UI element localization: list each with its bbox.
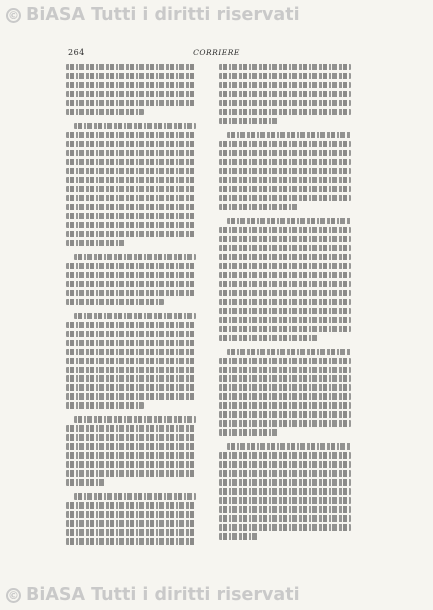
page-header xyxy=(68,48,365,60)
paragraph xyxy=(66,313,196,412)
paragraph xyxy=(219,443,351,542)
paragraph xyxy=(66,416,196,488)
running-title: CORRIERE xyxy=(193,48,240,57)
copyright-icon: © xyxy=(8,8,19,22)
right-column xyxy=(219,64,351,570)
watermark-top xyxy=(6,5,300,25)
paragraph xyxy=(66,493,196,547)
page-number: 264 xyxy=(68,48,85,57)
paragraph xyxy=(219,64,351,127)
paragraph xyxy=(219,218,351,344)
watermark-text: BiASA Tutti i diritti riservati xyxy=(26,5,300,25)
paragraph xyxy=(66,123,196,249)
left-column xyxy=(66,64,196,570)
paragraph xyxy=(219,349,351,439)
paragraph xyxy=(66,254,196,308)
watermark-text: BiASA Tutti i diritti riservati xyxy=(26,585,300,605)
watermark-bottom xyxy=(6,585,300,605)
paragraph xyxy=(66,64,196,118)
copyright-icon: © xyxy=(8,588,19,602)
paragraph xyxy=(219,132,351,213)
